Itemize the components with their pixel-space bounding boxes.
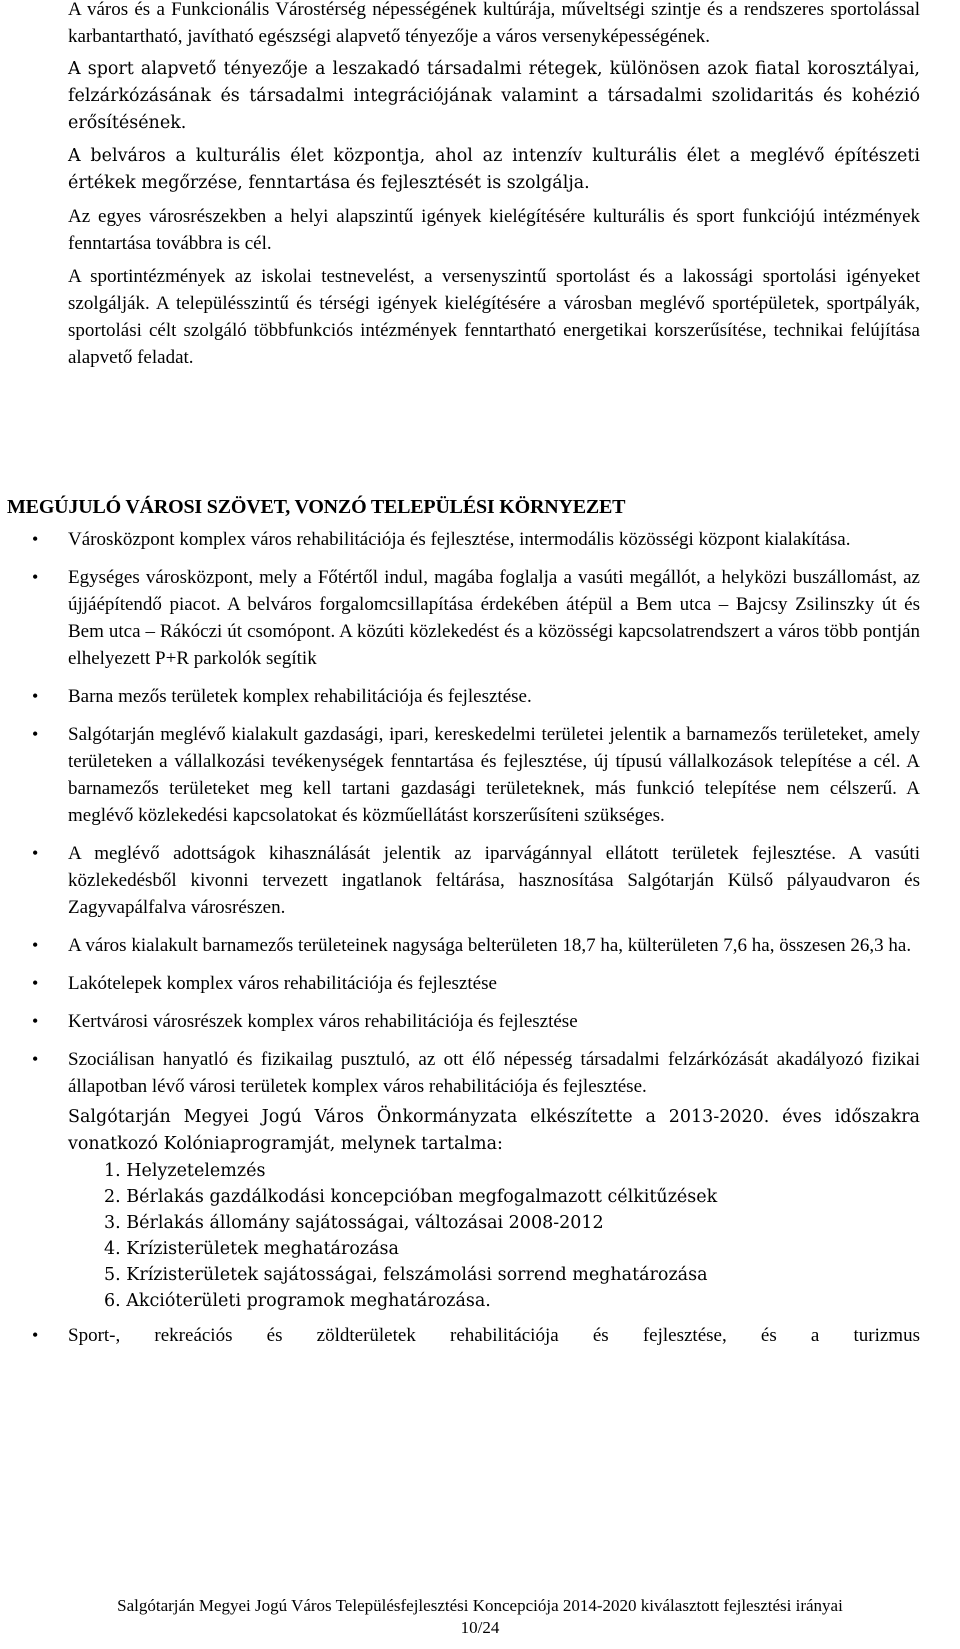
bullet-text: Salgótarján meglévő kialakult gazdasági, ipari, kereskedelmi területei jelentik a barnamezős területeket, amely területeken a vállalkozási tevékenységek fenntartása és fejlesztése, új típusú vállalkozások telepítése a cél. A barnamezős területeket meg kell tartani gazdasági területeknek, más funkció telepítése nem célszerű. A meglévő közlekedési kapcsolatokat és közműellátást korszerűsíteni szükséges. [68,724,920,826]
colony-program-item: 2. Bérlakás gazdálkodási koncepcióban megfogalmazott célkitűzések [104,1187,718,1207]
bullet-icon: • [32,973,39,993]
bullet-text: Szociálisan hanyatló és fizikailag pusztuló, az ott élő népesség társadalmi felzárkózását akadályozó fizikai állapotban lévő városi területek komplex város rehabilitációja és fejlesztése. [68,1049,920,1097]
bullet-icon: • [32,567,39,587]
intro-paragraphs [68,0,920,371]
paragraph-sport: A sport alapvető tényezője a leszakadó társadalmi rétegek, különösen azok fiatal korosztályai, felzárkózásának és társadalmi integrációjának valamint a társadalmi szolidaritás és kohézió erősítésének. [68,59,920,133]
bullet-icon: • [32,724,39,744]
colony-program-item: 1. Helyzetelemzés [104,1161,266,1181]
list-item [32,932,920,959]
colony-program-intro: Salgótarján Megyei Jogú Város Önkormányzata elkészítette a 2013-2020. éves időszakra vonatkozó Kolóniaprogramját, melynek tartalma: [68,1107,920,1154]
page-number: 10/24 [460,1618,500,1637]
bullet-text: Barna mezős területek komplex rehabilitációja és fejlesztése. [68,686,532,707]
footer-title: Salgótarján Megyei Jogú Város Településfejlesztési Koncepciója 2014-2020 kiválasztott fejlesztési irányai [117,1596,843,1615]
document-page [7,0,920,1346]
colony-program-item: 6. Akcióterületi programok meghatározása. [104,1291,491,1311]
bullet-icon: • [32,686,39,706]
bullet-icon: • [32,1049,39,1069]
paragraph-districts: Az egyes városrészekben a helyi alapszintű igények kielégítésére kulturális és sport funkciójú intézmények fenntartása továbbra is cél. [68,206,920,254]
bullet-text: Sport-, rekreációs és zöldterületek rehabilitációja és fejlesztése, és a turizmus [68,1325,920,1346]
bullet-icon: • [32,935,39,955]
paragraph-downtown: A belváros a kulturális élet központja, ahol az intenzív kulturális élet a meglévő építészeti értékek megőrzése, fenntartása és fejlesztését is szolgálja. [68,146,920,193]
bullet-text: Városközpont komplex város rehabilitációja és fejlesztése, intermodális közösségi központ kialakítása. [68,529,851,550]
bullet-icon: • [32,529,39,549]
colony-program-list [68,1158,920,1314]
bullet-list [32,526,920,1360]
colony-program-item: 3. Bérlakás állomány sajátosságai, változásai 2008-2012 [104,1213,604,1233]
paragraph-culture: A város és a Funkcionális Várostérség népességének kultúrája, műveltségi szintje és a rendszeres sportolással karbantartható, javítható egészségi alapvető tényezője a város versenyképességének. [68,0,920,47]
list-item [32,1046,920,1100]
colony-program-item: 5. Krízisterületek sajátosságai, felszámolási sorrend meghatározása [104,1265,708,1285]
list-item [32,526,920,553]
bullet-icon: • [32,1011,39,1031]
bullet-text: A meglévő adottságok kihasználását jelentik az iparvágánnyal ellátott területek fejlesztése. A vasúti közlekedésből kivonni tervezett ingatlanok feltárása, hasznosítása Salgótarján Külső pályaudvaron és Zagyvapálfalva városrészen. [68,843,920,918]
bullet-icon: • [32,1325,39,1345]
list-item [32,564,920,672]
list-item [32,840,920,921]
list-item [32,1322,920,1349]
page-footer [0,1595,960,1639]
bullet-icon: • [32,843,39,863]
list-item [32,1008,920,1035]
colony-program-item: 4. Krízisterületek meghatározása [104,1239,399,1259]
list-item [32,721,920,829]
bullet-text: Kertvárosi városrészek komplex város rehabilitációja és fejlesztése [68,1011,578,1032]
bullet-text: A város kialakult barnamezős területeinek nagysága belterületen 18,7 ha, külterületen 7,6 ha, összesen 26,3 ha. [68,935,912,956]
bullet-text: Lakótelepek komplex város rehabilitációja és fejlesztése [68,973,497,994]
paragraph-sport-facilities: A sportintézmények az iskolai testnevelést, a versenyszintű sportolást és a lakossági sportolási igényeket szolgálják. A településszintű és térségi igények kielégítésére a városban meglévő sportépületek, sportpályák, sportolási célt szolgáló többfunkciós intézmények fenntartható energetikai korszerűsítése, technikai felújítása alapvető feladat. [68,266,920,368]
list-item [32,683,920,710]
list-item [32,970,920,997]
bullet-text: Egységes városközpont, mely a Főtértől indul, magába foglalja a vasúti megállót, a helyközi buszállomást, az újjáépítendő piacot. A belváros forgalomcsillapítása érdekében átépül a Bem utca – Bajcsy Zsilinszky út és Bem utca – Rákóczi út csomópont. A közúti közlekedést és a közösségi kapcsolatrendszert a város több pontján elhelyezett P+R parkolók segítik [68,567,920,669]
section-heading: MEGÚJULÓ VÁROSI SZÖVET, VONZÓ TELEPÜLÉSI KÖRNYEZET [7,496,626,518]
